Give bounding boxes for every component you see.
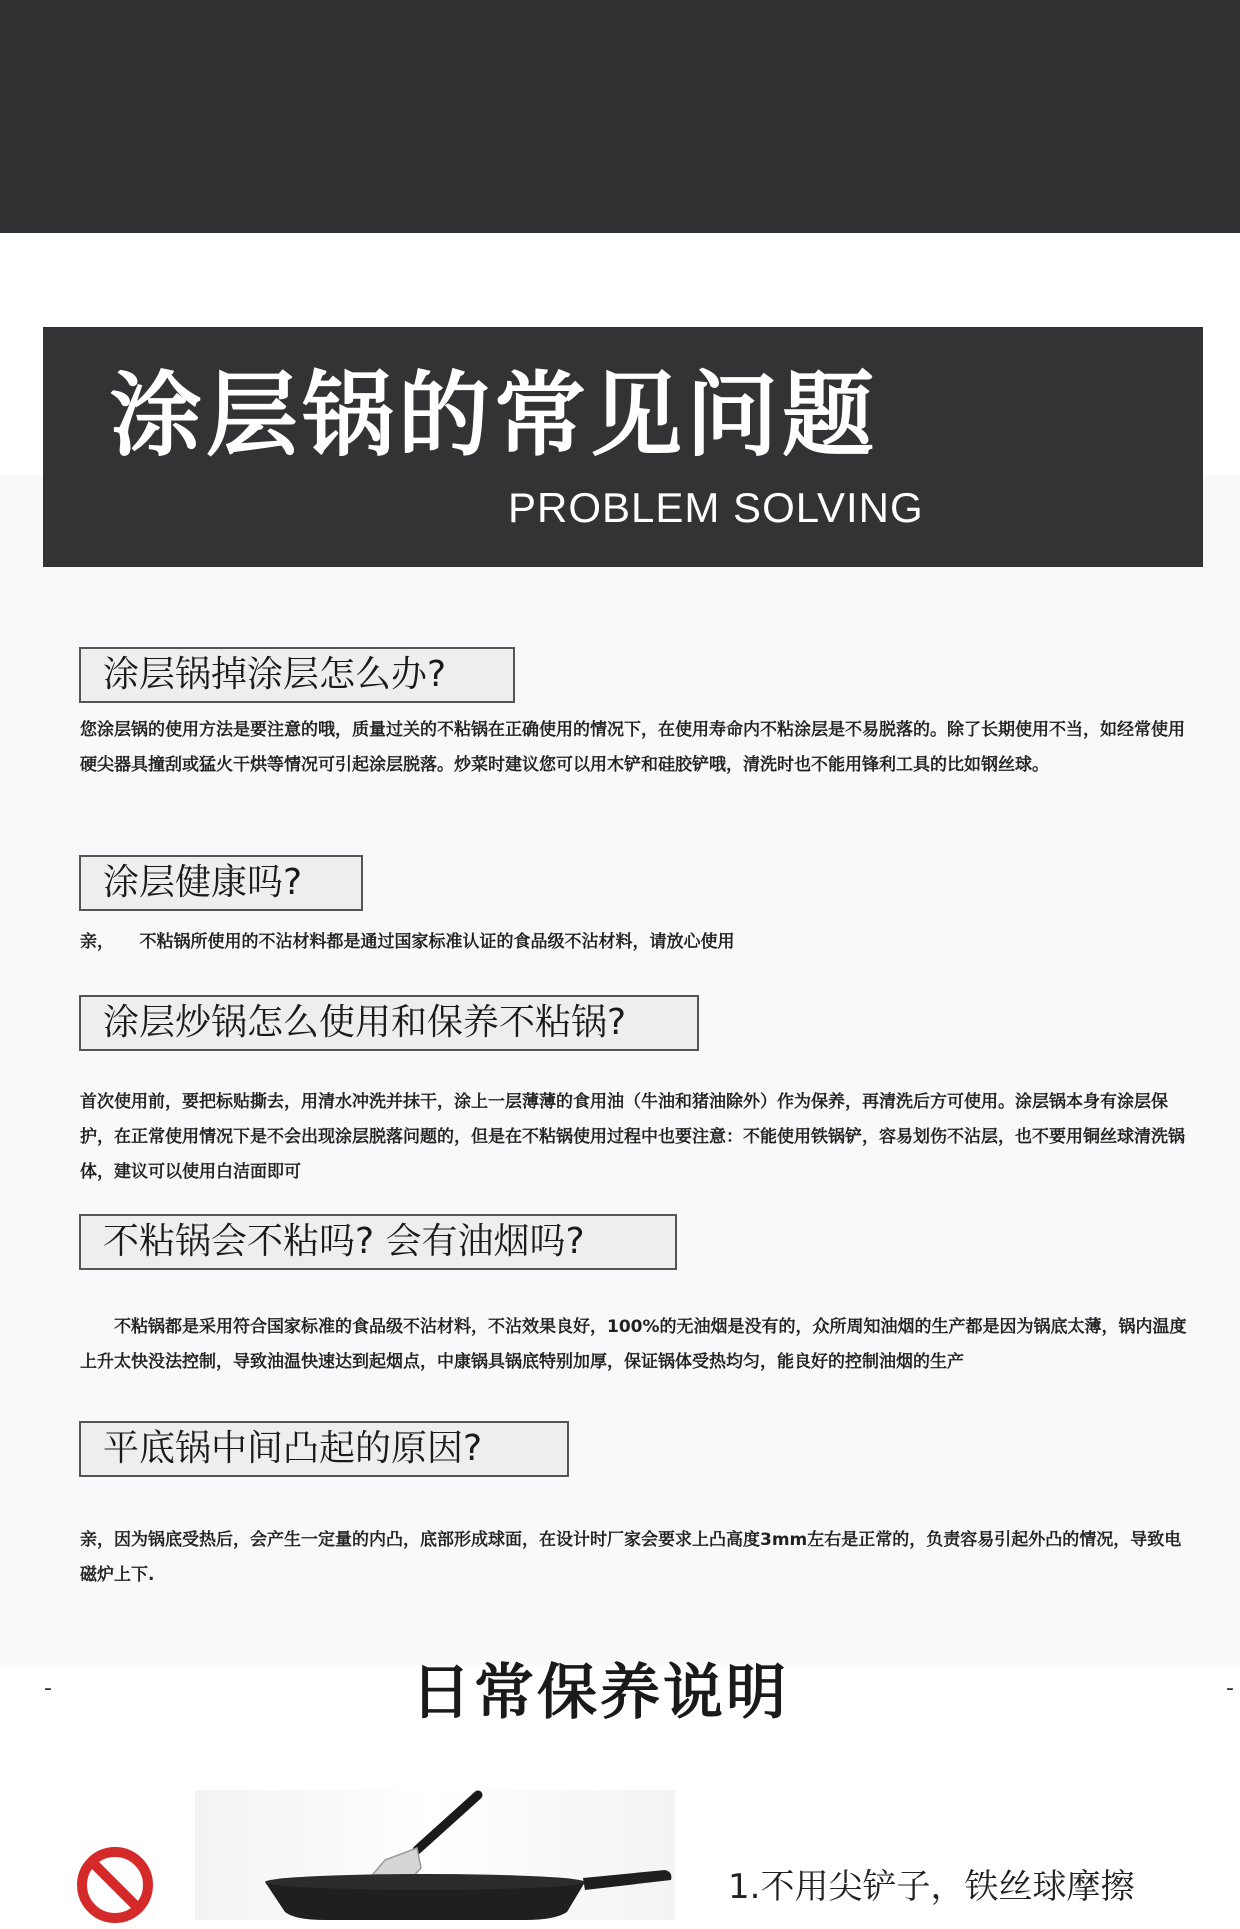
divider-dot-left: - [44,1676,52,1701]
faq-answer-1: 您涂层锅的使用方法是要注意的哦，质量过关的不粘锅在正确使用的情况下，在使用寿命内不粘涂层是不易脱落的。除了长期使用不当，如经常使用硬尖器具撞刮或猛火干烘等情况可引起涂层脱落。炒菜时建议您可以用木铲和硅胶铲哦，清洗时也不能用锋利工具的比如钢丝球。 [80,720,1185,775]
frying-pan-spatula-icon [195,1790,675,1920]
page-title: 涂层锅的常见问题 [110,362,879,469]
faq-question-5: 平底锅中间凸起的原因? [79,1421,569,1477]
top-dark-band [0,0,1240,233]
care-section-title: 日常保养说明 [411,1658,789,1728]
faq-question-1: 涂层锅掉涂层怎么办? [79,647,515,703]
faq-question-3: 涂层炒锅怎么使用和保养不粘锅? [79,995,699,1051]
faq-question-4: 不粘锅会不粘吗? 会有油烟吗? [79,1214,677,1270]
divider-dot-right: - [1226,1676,1234,1701]
faq-answer-5: 亲，因为锅底受热后，会产生一定量的内凸，底部形成球面，在设计时厂家会要求上凸高度3mm左右是正常的，负责容易引起外凸的情况，导致电磁炉上下. [80,1530,1182,1585]
faq-answer-3: 首次使用前，要把标贴撕去，用清水冲洗并抹干，涂上一层薄薄的食用油（牛油和猪油除外）作为保养，再清洗后方可使用。涂层锅本身有涂层保护，在正常使用情况下是不会出现涂层脱落问题的，但是在不粘锅使用过程中也要注意：不能使用铁锅铲，容易划伤不沾层，也不要用铜丝球清洗锅体，建议可以使用白洁面即可 [80,1092,1185,1182]
care-tip-1: 1.不用尖铲子，铁丝球摩擦 [728,1867,1135,1907]
page-subtitle: PROBLEM SOLVING [508,484,924,531]
pan-illustration-card [195,1790,675,1920]
faq-question-2: 涂层健康吗? [79,855,363,911]
prohibited-icon [75,1845,155,1929]
faq-answer-4: 不粘锅都是采用符合国家标准的食品级不沾材料，不沾效果良好，100%的无油烟是没有的，众所周知油烟的生产都是因为锅底太薄，锅内温度上升太快没法控制，导致油温快速达到起烟点，中康锅具锅底特别加厚，保证锅体受热均匀，能良好的控制油烟的生产 [80,1317,1187,1372]
faq-answer-2: 亲， 不粘锅所使用的不沾材料都是通过国家标准认证的食品级不沾材料，请放心使用 [80,932,735,952]
